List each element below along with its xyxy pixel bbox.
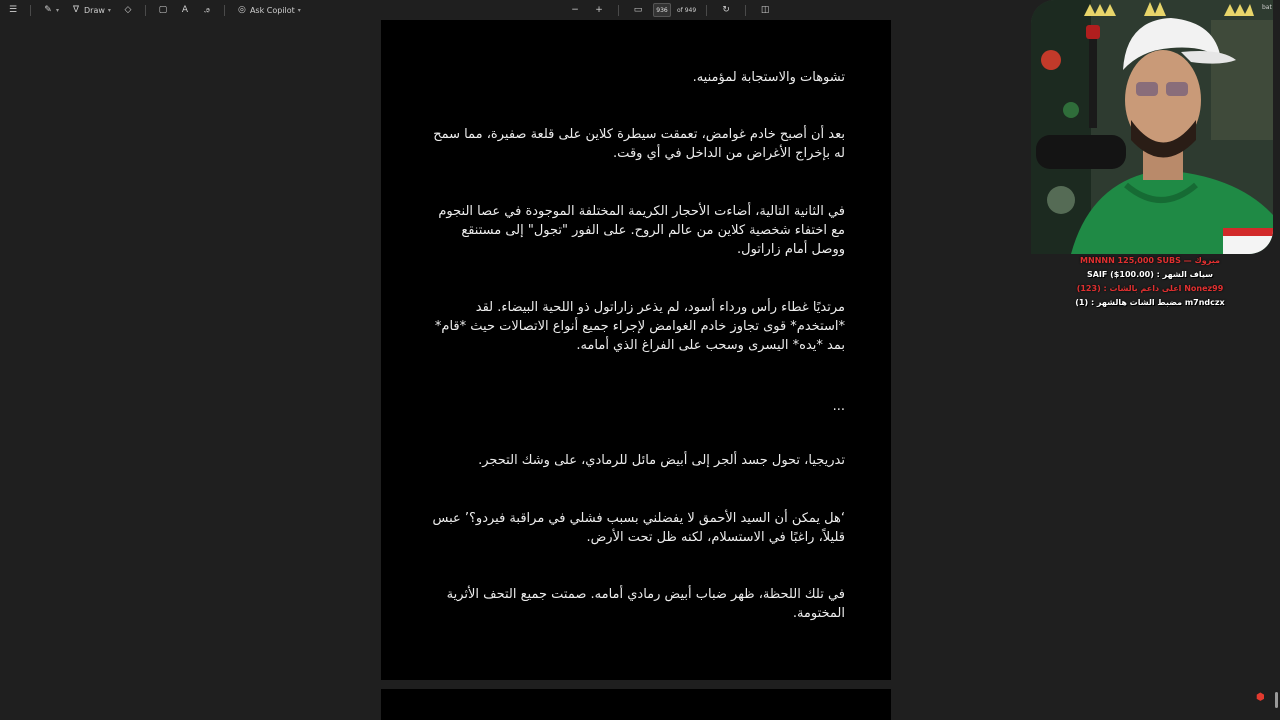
corner-label: bat — [1262, 4, 1272, 11]
page-view-button[interactable] — [756, 2, 774, 18]
toolbar-center-group — [566, 0, 774, 20]
streamer-webcam-image — [1031, 0, 1273, 254]
pdf-file-icon: ⬢ — [1256, 692, 1265, 703]
text-box-icon: ▢ — [158, 5, 168, 15]
webcam-overlay — [1031, 0, 1273, 254]
paragraph-2: بعد أن أصبح خادم غوامض، تعمقت سيطرة كلاين على قلعة صفيرة، مما سمح له بإخراج الأغراض من الداخل في أي وقت. — [433, 127, 845, 161]
toolbar-divider — [30, 5, 31, 16]
copilot-icon: ◎ — [238, 5, 246, 15]
fit-page-button[interactable] — [629, 2, 647, 18]
draw-button[interactable] — [67, 2, 115, 18]
add-text-button[interactable] — [154, 2, 172, 18]
zoom-out-button[interactable] — [566, 2, 584, 18]
zoom-in-icon: + — [595, 5, 603, 15]
chevron-down-icon: ▾ — [56, 6, 60, 14]
paragraph-5: ... — [832, 399, 845, 414]
chat-moderator-line: مضبط الشات هالشهر : (1) m7ndczx — [1075, 298, 1225, 307]
erase-button[interactable] — [119, 2, 137, 18]
eraser-icon: ◇ — [124, 5, 132, 15]
top-donor-line: SAIF ($100.00) : سياف الشهر — [1086, 270, 1214, 279]
top-supporter-line: اعلى داعم بالشات : (123) Nonez99 — [1076, 284, 1224, 293]
fit-page-icon: ▭ — [633, 5, 643, 15]
pdf-next-page — [381, 689, 891, 720]
ask-copilot-button[interactable] — [233, 2, 305, 18]
read-aloud-icon: ꭿ — [204, 5, 210, 15]
zoom-in-button[interactable] — [590, 2, 608, 18]
scrollbar-thumb[interactable] — [1275, 692, 1278, 708]
read-aloud-button[interactable] — [198, 2, 216, 18]
stream-banner-line: MNNNN 125,000 SUBS — مبروك — [1080, 256, 1220, 265]
stream-chat-overlay — [1050, 254, 1250, 310]
paragraph-7: ‘هل يمكن أن السيد الأحمق لا يفضلني بسبب فشلي في مراقبة فيردو؟’ عبس قليلاً، راغبًا في الاستسلام، لكنه ظل تحت الأرض. — [432, 511, 845, 545]
page-total-label: of 949 — [677, 6, 697, 14]
text-format-button[interactable] — [176, 2, 194, 18]
chevron-down-icon: ▾ — [107, 6, 111, 14]
text-format-icon: A — [181, 5, 189, 15]
toolbar-left-group — [4, 0, 305, 20]
chevron-down-icon: ▾ — [297, 6, 301, 14]
ask-copilot-label: Ask Copilot — [249, 5, 295, 15]
zoom-out-icon: − — [571, 5, 579, 15]
highlighter-icon: ✎ — [44, 5, 52, 15]
list-icon: ☰ — [8, 5, 18, 15]
paragraph-6: تدريجيا، تحول جسد ألجر إلى أبيض مائل للرمادي، على وشك التحجر. — [478, 453, 845, 468]
paragraph-1: تشوهات والاستجابة لمؤمنيه. — [692, 70, 845, 85]
page-number-input[interactable] — [653, 3, 671, 17]
pdf-page — [381, 20, 891, 680]
webcam-frame-decoration — [1084, 0, 1254, 18]
toolbar-divider — [145, 5, 146, 16]
rotate-icon: ↻ — [722, 5, 730, 15]
toolbar-divider — [706, 5, 707, 16]
paragraph-8: في تلك اللحظة، ظهر ضباب أبيض رمادي أمامه. صمتت جميع التحف الأثرية المختومة. — [446, 587, 845, 621]
page-view-icon: ◫ — [760, 5, 770, 15]
contents-button[interactable] — [4, 2, 22, 18]
draw-label: Draw — [84, 5, 105, 15]
toolbar-divider — [224, 5, 225, 16]
pen-icon: ∇ — [73, 5, 80, 15]
vertical-scrollbar[interactable] — [1273, 20, 1280, 700]
toolbar-divider — [745, 5, 746, 16]
paragraph-4: مرتديًا غطاء رأس ورداء أسود، لم يذعر زاراتول ذو اللحية البيضاء. لقد *استخدم* قوى تجاوز خادم الغوامض لإجراء جميع أنواع الاتصالات حيث *قام* بمد *يده* اليسرى وسحب على الفراغ الذي أمامه. — [434, 300, 845, 353]
rotate-button[interactable] — [717, 2, 735, 18]
toolbar-divider — [618, 5, 619, 16]
highlight-button[interactable] — [39, 2, 63, 18]
paragraph-3: في الثانية التالية، أضاءت الأحجار الكريمة المختلفة الموجودة في عصا النجوم مع اختفاء شخصية كلاين من عالم الروح. على الفور "تجول" إلى مستنقع ووصل أمام زاراتول. — [438, 204, 845, 257]
